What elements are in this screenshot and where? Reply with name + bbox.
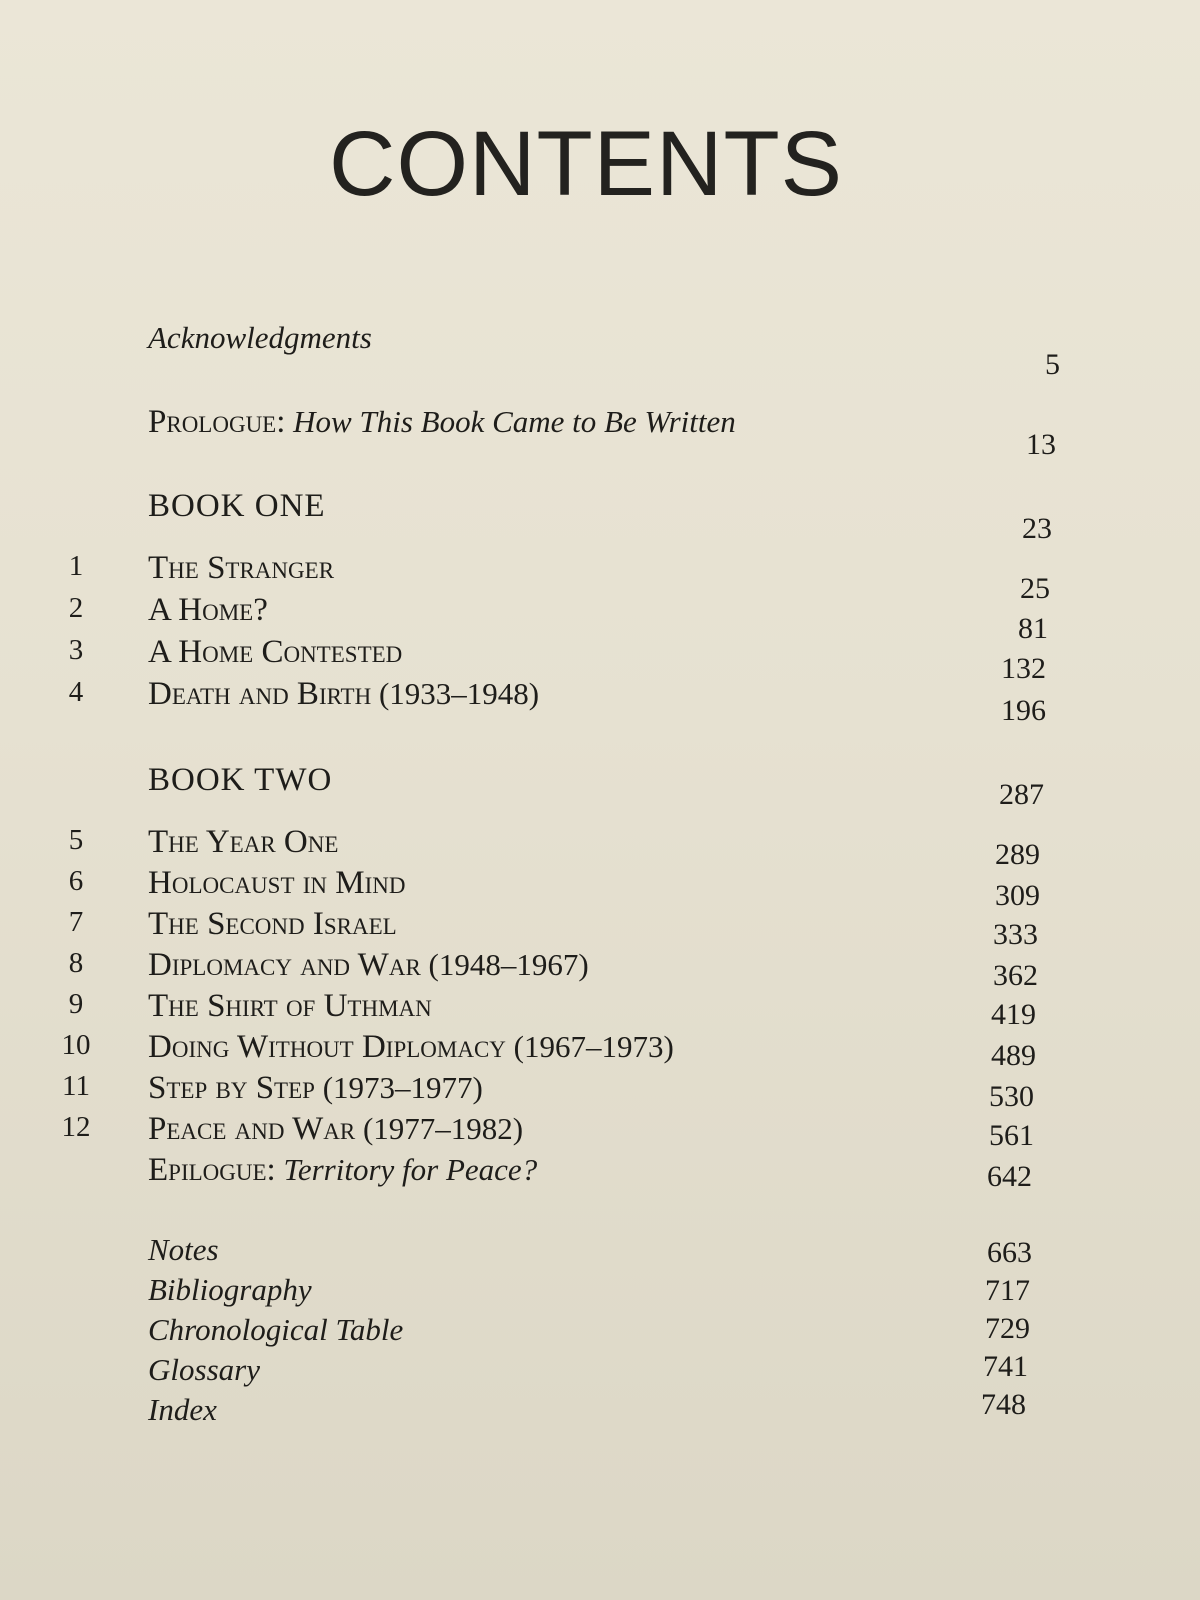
chapter-page: 289 bbox=[995, 838, 1040, 871]
book-page-number: 23 bbox=[1022, 512, 1052, 545]
entry-label: Notes bbox=[148, 1232, 219, 1267]
chapter-title: The Year One bbox=[148, 824, 339, 860]
chapter-title: A Home Contested bbox=[148, 634, 403, 670]
chapter-dates: (1933–1948) bbox=[378, 676, 540, 711]
chapter-number: 2 bbox=[68, 592, 84, 624]
chapter-page: 309 bbox=[995, 879, 1040, 912]
chapter-label bbox=[148, 592, 268, 629]
entry-page: 748 bbox=[981, 1388, 1026, 1421]
toc-book-one bbox=[0, 488, 1200, 545]
toc-entry-back-matter bbox=[0, 1352, 1200, 1392]
entry-page: 13 bbox=[1026, 428, 1056, 461]
chapter-dates: (1977–1982) bbox=[362, 1111, 524, 1146]
entry-label: Index bbox=[148, 1392, 217, 1427]
toc-book-two bbox=[0, 762, 1200, 811]
chapter-number: 11 bbox=[62, 1070, 90, 1102]
toc-chapter-row bbox=[0, 865, 1200, 912]
chapter-title: The Stranger bbox=[148, 550, 335, 586]
chapter-page: 81 bbox=[1018, 612, 1048, 645]
chapter-label bbox=[148, 865, 406, 902]
entry-page: 663 bbox=[987, 1236, 1032, 1269]
chapter-number: 9 bbox=[68, 988, 84, 1020]
chapter-number: 8 bbox=[68, 947, 84, 979]
chapter-number: 12 bbox=[61, 1111, 91, 1143]
chapter-title: Step by Step bbox=[148, 1070, 315, 1106]
chapter-number: 6 bbox=[68, 865, 84, 897]
toc-entry-epilogue bbox=[0, 1152, 1200, 1192]
entry-page: 717 bbox=[985, 1274, 1030, 1307]
entry-page: 5 bbox=[1045, 348, 1060, 381]
chapter-label bbox=[148, 988, 432, 1025]
entry-label: Glossary bbox=[148, 1352, 260, 1387]
chapter-label bbox=[148, 634, 402, 671]
chapter-page: 132 bbox=[1001, 652, 1046, 685]
entry-label bbox=[148, 404, 736, 441]
toc-chapter-row bbox=[0, 1029, 1200, 1072]
chapter-title: A Home? bbox=[148, 592, 268, 628]
toc-entry-back-matter bbox=[0, 1272, 1200, 1312]
chapter-label bbox=[148, 676, 539, 713]
toc-chapter-row bbox=[0, 906, 1200, 951]
chapter-label bbox=[148, 1029, 674, 1066]
chapter-label bbox=[148, 1111, 523, 1148]
toc-entry-back-matter bbox=[0, 1232, 1200, 1272]
book-label: BOOK TWO bbox=[148, 762, 333, 798]
chapter-title: Holocaust in Mind bbox=[148, 865, 406, 901]
book-page-number: 287 bbox=[999, 778, 1044, 811]
toc-entry-back-matter bbox=[0, 1312, 1200, 1352]
toc-chapter-row bbox=[0, 592, 1200, 645]
entry-prefix: Prologue: bbox=[148, 404, 286, 440]
entry-page: 729 bbox=[985, 1312, 1030, 1345]
toc-chapter-row bbox=[0, 947, 1200, 992]
chapter-label bbox=[148, 550, 334, 587]
toc-chapter-row bbox=[0, 1070, 1200, 1113]
toc-entry-back-matter bbox=[0, 1388, 1200, 1432]
toc-chapter-row bbox=[0, 988, 1200, 1031]
toc-chapter-row bbox=[0, 824, 1200, 871]
chapter-page: 419 bbox=[991, 998, 1036, 1031]
chapter-label bbox=[148, 947, 589, 984]
toc-chapter-row bbox=[0, 1111, 1200, 1151]
entry-prefix: Epilogue: bbox=[148, 1152, 276, 1188]
chapter-label bbox=[148, 1070, 483, 1107]
entry-title: How This Book Came to Be Written bbox=[293, 404, 736, 439]
chapter-page: 25 bbox=[1020, 572, 1050, 605]
chapter-dates: (1967–1973) bbox=[513, 1029, 674, 1064]
entry-label bbox=[148, 1152, 537, 1189]
chapter-title: Death and Birth bbox=[148, 676, 372, 712]
toc-entry-prologue bbox=[0, 404, 1200, 461]
chapter-title: The Shirt of Uthman bbox=[148, 988, 432, 1024]
toc-chapter-row bbox=[0, 676, 1200, 727]
chapter-number: 3 bbox=[68, 634, 84, 666]
entry-label: Chronological Table bbox=[148, 1312, 404, 1347]
chapter-page: 530 bbox=[989, 1080, 1034, 1113]
chapter-page: 489 bbox=[991, 1039, 1036, 1072]
page-title: CONTENTS bbox=[329, 113, 843, 215]
chapter-dates: (1973–1977) bbox=[322, 1070, 483, 1105]
chapter-title: Peace and War bbox=[148, 1111, 356, 1147]
chapter-page: 561 bbox=[989, 1119, 1034, 1152]
toc-chapter-row bbox=[0, 634, 1200, 685]
entry-title: Territory for Peace? bbox=[283, 1152, 538, 1187]
chapter-title: Diplomacy and War bbox=[148, 947, 421, 983]
chapter-title: Doing Without Diplomacy bbox=[148, 1029, 506, 1065]
chapter-dates: (1948–1967) bbox=[428, 947, 589, 982]
chapter-page: 196 bbox=[1001, 694, 1046, 727]
entry-page: 741 bbox=[983, 1350, 1028, 1383]
chapter-number: 5 bbox=[68, 824, 84, 856]
chapter-page: 333 bbox=[993, 918, 1038, 951]
chapter-number: 1 bbox=[68, 550, 84, 582]
toc-entry-acknowledgments bbox=[0, 320, 1200, 381]
chapter-number: 4 bbox=[68, 676, 84, 708]
chapter-number: 10 bbox=[61, 1029, 91, 1061]
chapter-label bbox=[148, 824, 338, 861]
chapter-page: 362 bbox=[993, 959, 1038, 992]
chapter-number: 7 bbox=[68, 906, 84, 938]
chapter-title: The Second Israel bbox=[148, 906, 397, 942]
toc-chapter-row bbox=[0, 550, 1200, 605]
entry-label: Acknowledgments bbox=[148, 320, 372, 355]
entry-label: Bibliography bbox=[148, 1272, 312, 1307]
chapter-label bbox=[148, 906, 397, 943]
entry-page: 642 bbox=[987, 1160, 1032, 1193]
book-label: BOOK ONE bbox=[148, 488, 326, 524]
